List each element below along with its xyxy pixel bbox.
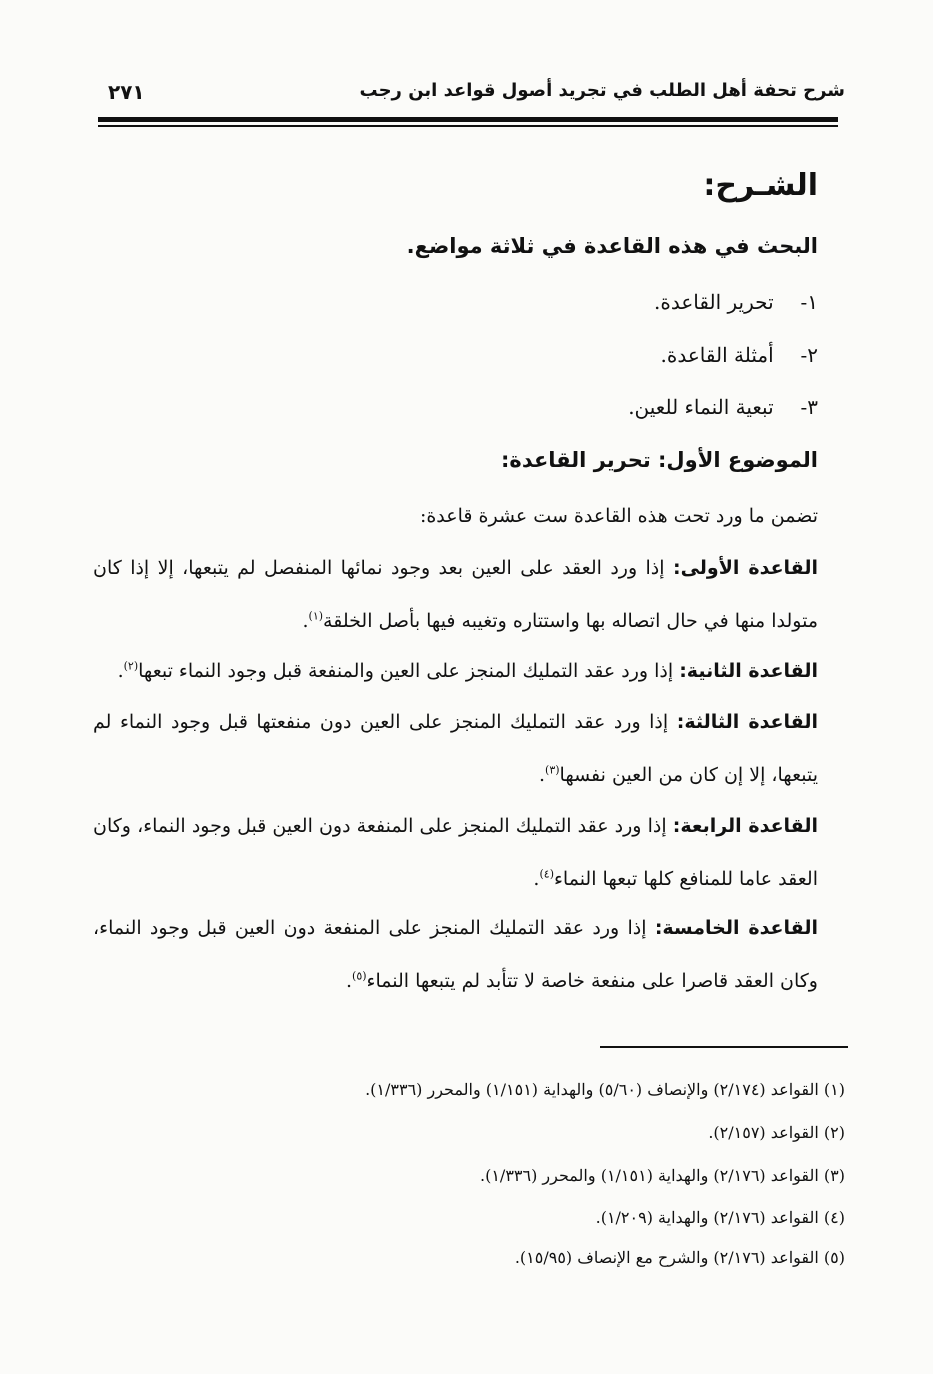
paragraph-text: إذا ورد عقد التمليك المنجز على المنفعة دون العين قبل وجود النماء، وكان العقد قاصرا على منفعة خاصة لا تتأبد لم يتبعها النماء (93, 917, 818, 992)
footnote: (٣) القواعد (٢/١٧٦) والهداية (١/١٥١) والمحرر (١/٣٣٦). (480, 1166, 845, 1185)
page-number: ٢٧١ (108, 80, 145, 104)
paragraph-text: تضمن ما ورد تحت هذه القاعدة ست عشرة قاعدة: (419, 505, 818, 527)
rule-label: القاعدة الرابعة: (672, 815, 818, 837)
paragraph-text: إذا ورد عقد التمليك المنجز على المنفعة دون العين قبل وجود النماء، وكان العقد عاما للمنافع كلها تبعها النماء (93, 815, 818, 890)
subsection-heading: الموضوع الأول: تحرير القاعدة: (501, 448, 818, 472)
paragraph-text: إذا ورد عقد التمليك المنجز على العين والمنفعة قبل وجود النماء تبعها (138, 660, 674, 682)
list-text: أمثلة القاعدة. (660, 343, 774, 367)
footnote-ref[interactable]: (١) (308, 609, 324, 623)
footnote: (٢) القواعد (٢/١٥٧). (708, 1123, 845, 1142)
list-item (628, 395, 818, 419)
paragraph-rule-4: القاعدة الرابعة: إذا ورد عقد التمليك المنجز على المنفعة دون العين قبل وجود النماء، وكان العقد عاما للمنافع كلها تبعها النماء$^{(٤)}$. (93, 815, 818, 890)
footnote: (٤) القواعد (٢/١٧٦) والهداية (١/٢٠٩). (595, 1208, 845, 1227)
list-number: ٢- (800, 343, 818, 367)
footnote-ref[interactable]: (٢) (123, 659, 139, 673)
intro-line: البحث في هذه القاعدة في ثلاثة مواضع. (406, 234, 818, 258)
list-text: تحرير القاعدة. (654, 290, 774, 314)
paragraph-text: إذا ورد عقد التمليك المنجز على العين دون منفعتها قبل وجود النماء لم يتبعها، إلا إن كان من العين نفسها (93, 711, 818, 786)
header-rule-thick (98, 117, 838, 122)
paragraph-text: إذا ورد العقد على العين بعد وجود نمائها المنفصل لم يتبعها، إلا إذا كان متولدا منها في حال اتصاله بها واستتاره وتغيبه فيها بأصل الخلقة (93, 557, 818, 632)
paragraph-rule-3: القاعدة الثالثة: إذا ورد عقد التمليك المنجز على العين دون منفعتها قبل وجود النماء لم يتبعها، إلا إن كان من العين نفسها$^{(٣)}$. (93, 711, 818, 786)
list-number: ٣- (800, 395, 818, 419)
footnote: (٥) القواعد (٢/١٧٦) والشرح مع الإنصاف (١٥/٩٥). (514, 1248, 845, 1267)
rule-label: القاعدة الثانية: (679, 660, 818, 682)
list-text: تبعية النماء للعين. (628, 395, 774, 419)
footnote-ref[interactable]: (٤) (539, 867, 554, 881)
running-title: شرح تحفة أهل الطلب في تجريد أصول قواعد ابن رجب (359, 80, 845, 101)
rule-label: القاعدة الثالثة: (676, 711, 818, 733)
list-item (654, 290, 818, 314)
list-number: ١- (800, 290, 818, 314)
paragraph-rule-1: القاعدة الأولى: إذا ورد العقد على العين بعد وجود نمائها المنفصل لم يتبعها، إلا إذا كان متولدا منها في حال اتصاله بها واستتاره وتغيبه فيها بأصل الخلقة$^{(١)}$. (93, 557, 819, 632)
footnote-separator (600, 1046, 848, 1048)
paragraph-rule-5: القاعدة الخامسة: إذا ورد عقد التمليك المنجز على المنفعة دون العين قبل وجود النماء، وكان العقد قاصرا على منفعة خاصة لا تتأبد لم يتبعها النماء$^{(٥)}$. (93, 917, 818, 992)
rule-label: القاعدة الأولى: (672, 557, 819, 579)
header-rule-thin (98, 125, 838, 127)
section-title: الشـرح: (703, 168, 818, 203)
paragraph-intro (93, 490, 818, 543)
list-item (661, 343, 819, 367)
footnote: (١) القواعد (٢/١٧٤) والإنصاف (٥/٦٠) والهداية (١/١٥١) والمحرر (١/٣٣٦). (365, 1080, 845, 1099)
paragraph-rule-2: القاعدة الثانية: إذا ورد عقد التمليك المنجز على العين والمنفعة قبل وجود النماء تبعها$^{(٢)}$. (117, 659, 818, 682)
rule-label: القاعدة الخامسة: (654, 917, 818, 939)
footnote-ref[interactable]: (٥) (352, 969, 367, 983)
footnote-ref[interactable]: (٣) (545, 763, 560, 777)
